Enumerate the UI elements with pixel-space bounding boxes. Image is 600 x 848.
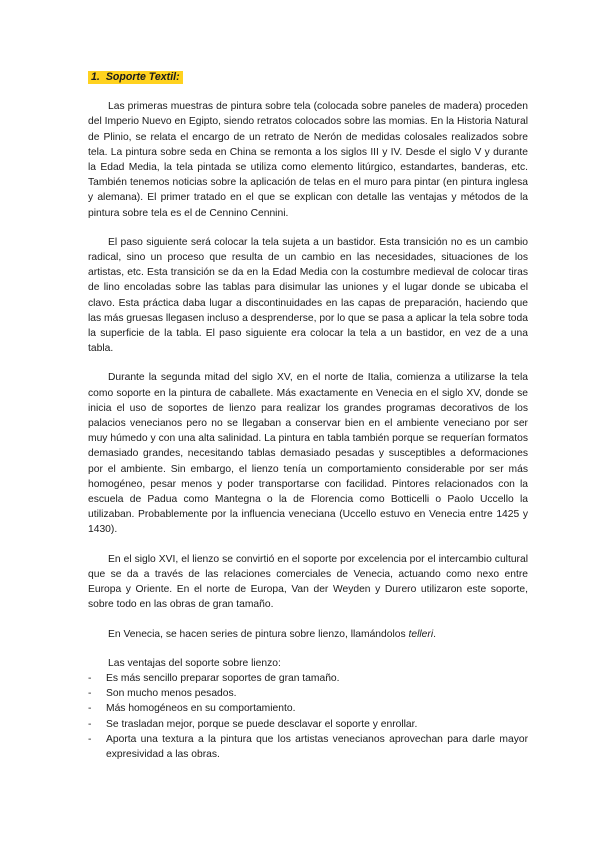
list-item-text: Se trasladan mejor, porque se puede desclavar el soporte y enrollar. (106, 718, 418, 730)
bullet-dash: - (88, 733, 92, 745)
list-item-text: Son mucho menos pesados. (106, 688, 237, 700)
bullet-dash: - (88, 672, 92, 684)
list-item (88, 732, 528, 762)
telleri-term: telleri (408, 628, 434, 640)
document-page (88, 70, 528, 762)
list-item-text: Es más sencillo preparar soportes de gran tamaño. (106, 672, 340, 684)
paragraph-bastidor: El paso siguiente será colocar la tela sujeta a un bastidor. Esta transición no es un cambio radical, sino un proceso que resulta de un cambio en las necesidades, situaciones de los artistas, etc. Esta transición se da en la Edad Media con la costumbre medieval de colocar tiras de lino encoladas sobre las tablas para disimular las uniones y el lugar donde se ubicaba el clavo. Esta práctica daba lugar a discontinuidades en las capas de preparación, haciendo que las más gruesas llegasen incluso a desprenderse, por lo que se pasa a aplicar la tela sobre toda la superficie de la tabla. El paso siguiente era colocar la tela a un bastidor, en vez de a una tabla. (88, 236, 528, 355)
paragraph-siglo-xvi: En el siglo XVI, el lienzo se convirtió en el soporte por excelencia por el intercambio cultural que se da a través de las relaciones comerciales de Venecia, actuando como nexo entre Europa y Oriente. En el norte de Europa, Van der Weyden y Durero utilizaron este soporte, sobre todo en las obras de gran tamaño. (88, 553, 528, 611)
heading-highlight (88, 71, 183, 84)
advantages-list (88, 671, 528, 762)
section-heading (88, 70, 528, 85)
paragraph-origins: Las primeras muestras de pintura sobre tela (colocada sobre paneles de madera) proceden del Imperio Nuevo en Egipto, siendo retratos colocados sobre las momias. En la Historia Natural de Plinio, se relata el encargo de un retrato de Nerón de medidas colosales realizados sobre tela. La pintura sobre seda en China se remonta a los siglos III y IV. Desde el siglo V y durante la Edad Media, la tela pintada se utiliza como elemento litúrgico, estandartes, banderas, etc. También tenemos noticias sobre la aplicación de telas en el muro para pintar (en pintura inglesa y alemana). El primer tratado en el que se explican con detalle las ventajas y métodos de la pintura sobre tela es el de Cennino Cennini. (88, 101, 528, 219)
venecia-end: . (433, 628, 436, 640)
list-item-text: Aporta una textura a la pintura que los artistas venecianos aprovechan para darle mayor expresividad a las obras. (106, 733, 528, 760)
bullet-dash: - (88, 718, 92, 730)
list-item (88, 686, 528, 701)
list-item (88, 671, 528, 686)
list-item (88, 701, 528, 716)
list-item-text: Más homogéneos en su comportamiento. (106, 703, 296, 715)
bullet-dash: - (88, 688, 92, 700)
heading-title: Soporte Textil: (105, 71, 180, 83)
list-item (88, 717, 528, 732)
advantages-intro: Las ventajas del soporte sobre lienzo: (108, 657, 281, 669)
heading-number: 1. (91, 71, 100, 83)
bullet-dash: - (88, 703, 92, 715)
venecia-text: En Venecia, se hacen series de pintura sobre lienzo, llamándolos (108, 628, 409, 640)
paragraph-venecia (88, 627, 528, 642)
paragraph-siglo-xv: Durante la segunda mitad del siglo XV, en el norte de Italia, comienza a utilizarse la tela como soporte en la pintura de caballete. Más exactamente en Venecia en el siglo XV, donde se inicia el uso de soportes de lienzo para realizar los grandes programas decorativos de los palacios venecianos pero no se llegaban a conservar bien en el ambiente veneciano por ser muy húmedo y con una alta salinidad. La pintura en tabla también porque se requerían formatos demasiado grandes, necesitando tablas demasiado pesadas y susceptibles a deformaciones por el ambiente. Sin embargo, el lienzo tenía un comportamiento considerable por ser más homogéneo, pesar menos y poder transportarse con facilidad. Pintores relacionados con la escuela de Padua como Mantegna o la de Florencia como Botticelli o Paolo Uccello la utilizaban. Probablemente por la influencia veneciana (Uccello estuvo en Venecia entre 1425 y 1430). (88, 372, 528, 536)
